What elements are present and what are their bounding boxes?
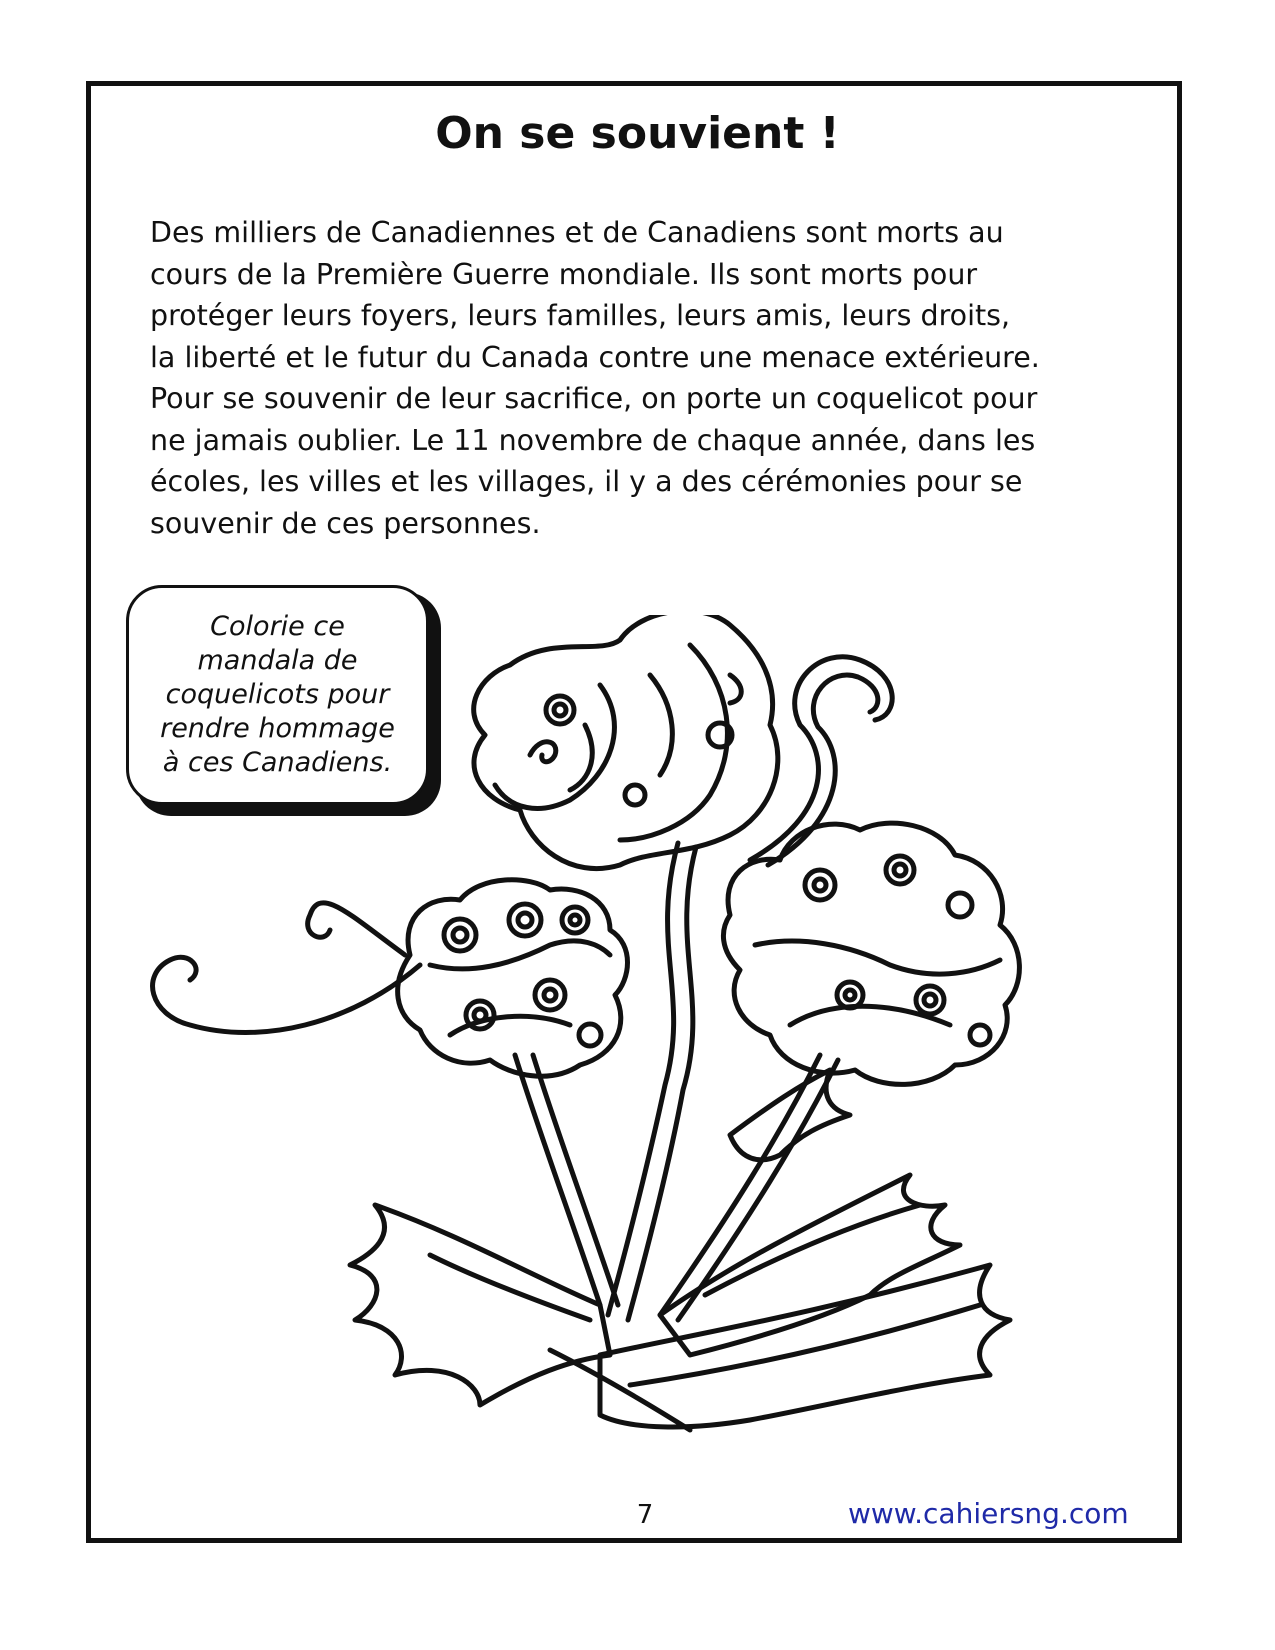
website-link[interactable]: www.cahiersng.com: [848, 1497, 1129, 1530]
page-number: 7: [636, 1500, 654, 1530]
paragraph-line: Des milliers de Canadiennes et de Canadiens sont morts au: [150, 216, 1004, 249]
bubble-line: rendre hommage: [160, 713, 395, 744]
bubble-line: mandala de: [197, 645, 358, 676]
bubble-line: Colorie ce: [210, 611, 345, 642]
bubble-line: coquelicots pour: [165, 679, 390, 710]
intro-paragraph: [150, 212, 1150, 544]
stems: [153, 657, 893, 1320]
poppy-top: [474, 615, 778, 869]
paragraph-line: cours de la Première Guerre mondiale. Ils sont morts pour: [150, 257, 978, 291]
leaves: [350, 1070, 1010, 1430]
poppy-mandala-illustration: [130, 615, 1140, 1505]
paragraph-line: ne jamais oublier. Le 11 novembre de chaque année, dans les: [150, 423, 1036, 457]
paragraph-line: protéger leurs foyers, leurs familles, leurs amis, leurs droits,: [150, 299, 1011, 332]
paragraph-line: la liberté et le futur du Canada contre une menace extérieure.: [150, 340, 1040, 374]
poppy-left: [398, 880, 628, 1076]
paragraph-line: souvenir de ces personnes.: [150, 506, 541, 540]
paragraph-line: écoles, les villes et les villages, il y a des cérémonies pour se: [150, 465, 1023, 498]
paragraph-line: Pour se souvenir de leur sacrifice, on porte un coquelicot pour: [150, 382, 1038, 415]
bubble-line: à ces Canadiens.: [162, 747, 393, 778]
page-title: On se souvient !: [435, 108, 840, 159]
